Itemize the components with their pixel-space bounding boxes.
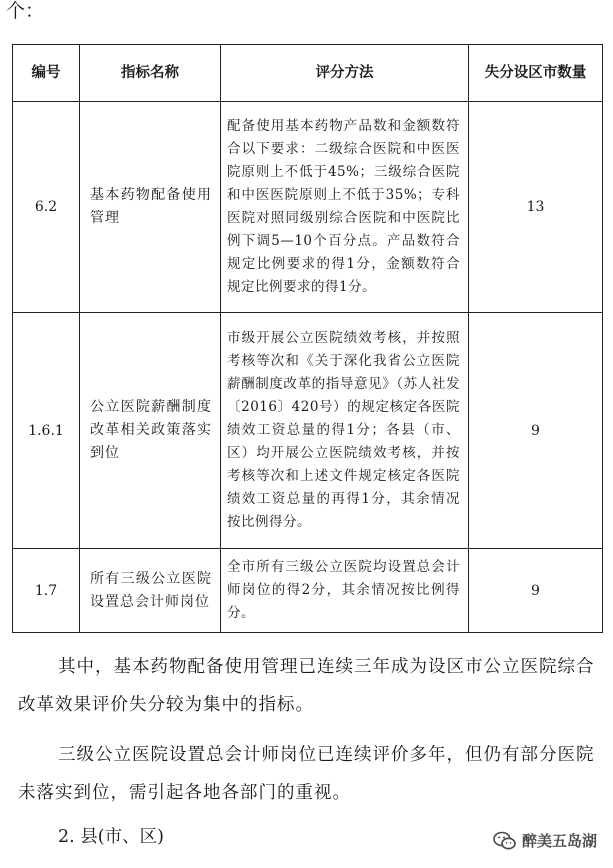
table-row (13, 549, 603, 633)
indicator-name: 基本药物配备使用管理 (80, 102, 221, 313)
lost-points-count: 9 (469, 549, 603, 633)
table-header-row (13, 45, 603, 102)
table-row (13, 313, 603, 549)
scoring-method: 配备使用基本药物产品数和金额数符合以下要求：二级综合医院和中医医院原则上不低于45%；三级综合医院和中医医院原则上不低于35%；专科医院对照同级别综合医院和中医院比例下调5—10个百分点。产品数符合规定比例要求的得1分，金额数符合规定比例要求的得1分。 (221, 102, 469, 313)
commentary-paragraph: 三级公立医院设置总会计师岗位已连续评价多年，但仍有部分医院未落实到位，需引起各地各部门的重视。 (18, 745, 595, 803)
wechat-icon (493, 831, 517, 851)
indicator-code: 1.7 (13, 549, 80, 633)
header-indicator-name: 指标名称 (80, 45, 221, 102)
indicator-code: 6.2 (13, 102, 80, 313)
header-scoring-method: 评分方法 (221, 45, 469, 102)
indicator-name: 公立医院薪酬制度改革相关政策落实到位 (80, 313, 221, 549)
lost-points-count: 13 (469, 102, 603, 313)
scoring-method: 市级开展公立医院绩效考核，并按照考核等次和《关于深化我省公立医院薪酬制度改革的指导意见》（苏人社发〔2016〕420号）的规定核定各医院绩效工资总量的得1分；各县（市、区）均开展公立医院绩效考核，并按考核等次和上述文件规定核定各医院绩效工资总量的再得1分，其余情况按比例得分。 (221, 313, 469, 549)
indicator-score-table (12, 44, 603, 633)
indicator-code: 1.6.1 (13, 313, 80, 549)
indicator-name: 所有三级公立医院设置总会计师岗位 (80, 549, 221, 633)
watermark-text: 醉美五岛湖 (521, 832, 597, 850)
header-lost-points-count: 失分设区市数量 (469, 45, 603, 102)
account-watermark (493, 830, 597, 851)
header-code: 编号 (13, 45, 80, 102)
preceding-text-fragment: 个： (6, 0, 45, 22)
lost-points-count: 9 (469, 313, 603, 549)
scoring-method: 全市所有三级公立医院均设置总会计师岗位的得2分，其余情况按比例得分。 (221, 549, 469, 633)
table-row (13, 102, 603, 313)
section-heading: 2. 县(市、区) (58, 827, 164, 847)
commentary-paragraph: 其中，基本药物配备使用管理已连续三年成为设区市公立医院综合改革效果评价失分较为集中的指标。 (18, 657, 595, 715)
